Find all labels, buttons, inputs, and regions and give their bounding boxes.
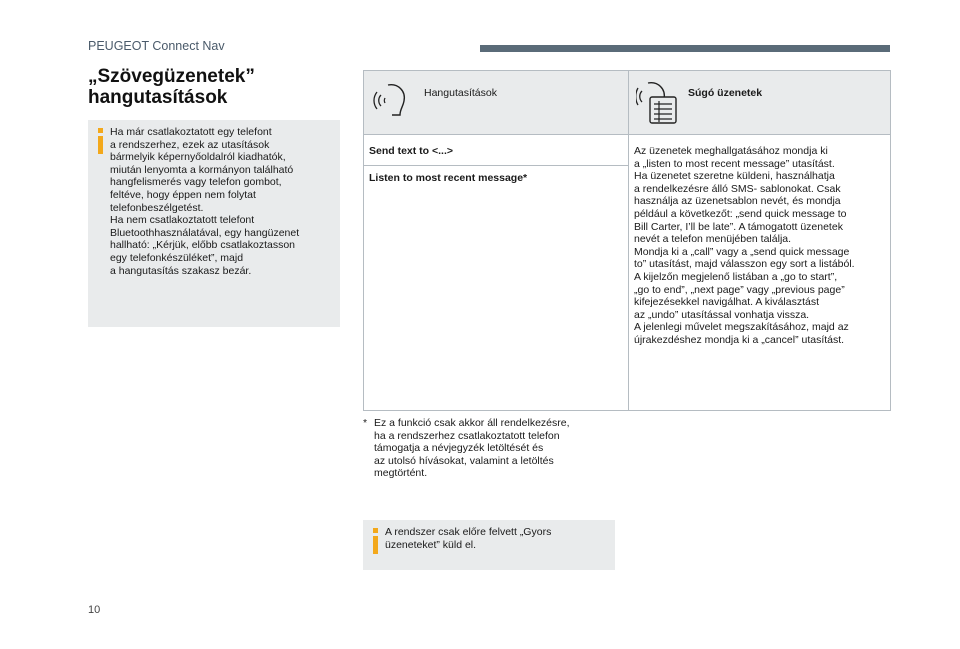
header-accent-bar: [480, 45, 890, 52]
header-title: PEUGEOT Connect Nav: [88, 39, 225, 53]
help-line: Ha üzenetet szeretne küldeni, használhatja: [634, 170, 835, 183]
help-line: újrakezdéshez mondja ki a „cancel” utasítást.: [634, 333, 845, 346]
page-number: 10: [88, 604, 101, 616]
info-line: Ha már csatlakoztatott egy telefont: [110, 126, 272, 138]
command-send-text: Send text to <...>: [369, 145, 454, 157]
info-line: Bluetoothhasználatával, egy hangüzenet: [110, 226, 300, 239]
page-title-line: „Szövegüzenetek”: [88, 66, 255, 87]
help-line: Mondja ki a „call” vagy a „send quick message: [634, 245, 850, 258]
footnote-mark: *: [363, 417, 368, 429]
info-line: hallható: „Kérjük, előbb csatlakoztasson: [110, 239, 296, 252]
table-header-row: [364, 71, 890, 135]
info-text: [110, 126, 334, 277]
help-line: a rendelkezésre álló SMS- sablonokat. Csak: [634, 182, 841, 195]
help-line: az „undo” utasítással vonhatja vissza.: [634, 308, 810, 321]
info-line: a hangutasítás szakasz bezár.: [110, 264, 252, 277]
page-title: [88, 66, 255, 108]
info-line: a rendszerhez, ezek az utasítások: [110, 138, 270, 151]
info-line: üzeneteket” küld el.: [385, 538, 477, 551]
info-line: telefonbeszélgetést.: [110, 201, 204, 214]
footnote-line: az utolsó hívásokat, valamint a letöltés: [374, 454, 554, 467]
help-line: Bill Carter, I’ll be late”. A támogatott üzenetek: [634, 220, 843, 233]
column-header-commands: Hangutasítások: [424, 87, 497, 99]
help-line: nevét a telefon menüjében találja.: [634, 233, 792, 246]
info-line: feltéve, hogy éppen nem folytat: [110, 188, 256, 201]
footnote-line: megtörtént.: [374, 467, 428, 480]
help-line: kifejezésekkel navigálhat. A kiválasztást: [634, 296, 820, 309]
page-title-line: hangutasítások: [88, 87, 228, 108]
footnote-line: Ez a funkció csak akkor áll rendelkezésre,: [374, 417, 570, 429]
info-line: A rendszer csak előre felvett „Gyors: [385, 526, 552, 538]
info-box-connection: [88, 120, 340, 327]
voice-command-icon: [372, 81, 408, 121]
info-line: miután lenyomta a kormányon található: [110, 163, 294, 176]
voice-help-icon: [636, 79, 682, 127]
info-icon: [370, 528, 381, 554]
footnote-line: támogatja a névjegyzék letöltését és: [374, 442, 544, 455]
table-row-divider: [364, 165, 628, 166]
footnote-line: ha a rendszerhez csatlakoztatott telefon: [374, 429, 560, 442]
info-line: Ha nem csatlakoztatott telefont: [110, 214, 255, 227]
voice-command-table: [363, 70, 891, 411]
info-line: bármelyik képernyőoldalról kiadhatók,: [110, 151, 286, 164]
help-line: Az üzenetek meghallgatásához mondja ki: [634, 145, 828, 157]
table-column-divider: [628, 71, 629, 410]
help-line: A jelenlegi művelet megszakításához, majd az: [634, 321, 849, 334]
help-line: to” utasítást, majd válasszon egy sort a listából.: [634, 258, 855, 271]
column-header-help: Súgó üzenetek: [688, 87, 763, 99]
info-text: [385, 526, 609, 551]
info-icon: [95, 128, 106, 154]
info-box-quick-messages: [363, 520, 615, 570]
command-listen-recent: Listen to most recent message*: [369, 172, 528, 184]
help-line: „go to end”, „next page” vagy „previous page”: [634, 283, 845, 296]
help-message-text: [634, 145, 890, 347]
help-line: A kijelzőn megjelenő listában a „go to start”,: [634, 270, 838, 283]
help-line: például a következőt: „send quick message to: [634, 207, 847, 220]
help-line: a „listen to most recent message” utasítást.: [634, 157, 835, 170]
help-line: használja az üzenetsablon nevét, és mondja: [634, 195, 841, 208]
info-line: egy telefonkészüléket”, majd: [110, 251, 244, 264]
info-line: hangfelismerés vagy telefon gombot,: [110, 176, 282, 189]
footnote-text: [374, 417, 624, 480]
